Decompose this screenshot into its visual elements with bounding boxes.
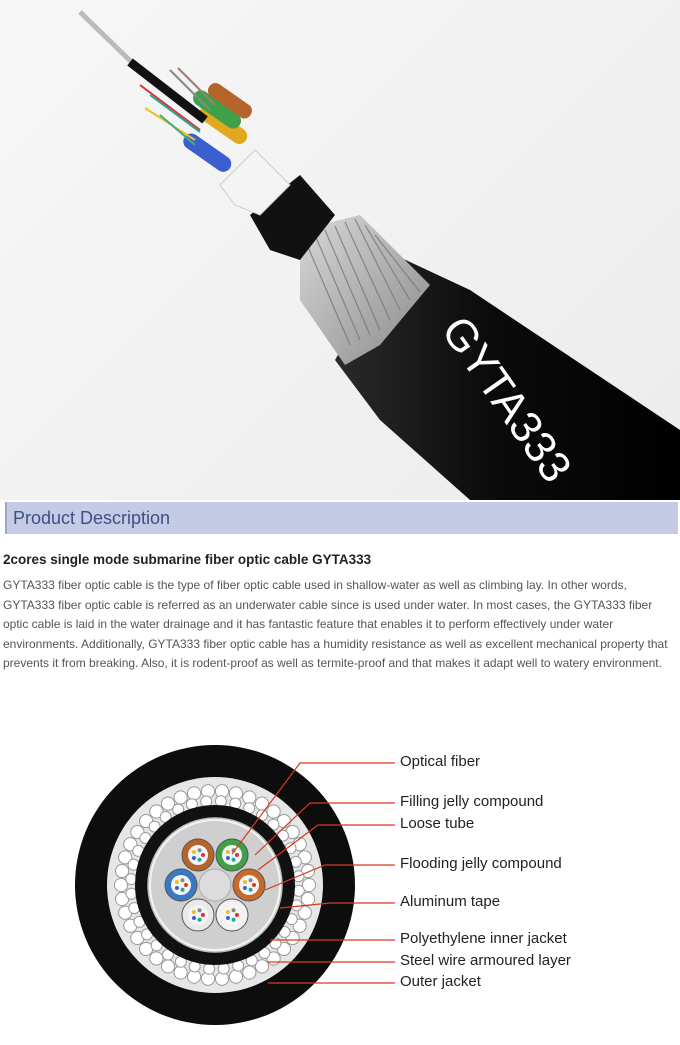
label-loose-tube: Loose tube	[400, 815, 475, 832]
loose-tube	[216, 839, 248, 871]
armour-wire	[243, 791, 256, 804]
product-title: 2cores single mode submarine fiber optic cable GYTA333	[3, 552, 372, 567]
cable-cross-section-diagram	[0, 730, 680, 1045]
product-description-header	[5, 502, 678, 534]
central-strength-member	[80, 12, 205, 120]
loose-tube	[182, 839, 214, 871]
armour-wire	[229, 970, 242, 983]
armour-wire	[243, 966, 256, 979]
armour-wire	[267, 805, 280, 818]
armour-wire	[161, 960, 174, 973]
armour-wire	[174, 791, 187, 804]
central-member	[199, 869, 231, 901]
label-flooding-jelly: Flooding jelly compound	[400, 855, 562, 872]
cross-section-svg	[0, 730, 680, 1045]
label-optical-fiber: Optical fiber	[400, 753, 481, 770]
product-description: GYTA333 fiber optic cable is the type of fiber optic cable used in shallow-water as well as climbing lay. In other words, GYTA333 fiber optic cable is referred as an underwater cable since is used under water. In most cases, the GYTA333 fiber optic cable is laid in the water drainage and it has fantastic feature that enables it to perform effectively under water environments. Additionally, GYTA333 fiber optic cable has a humidity resistance as well as excellent mechanical property that prevents it from breaking. Also, it is rodent-proof as well as termite-proof and that makes it adapt well to watery environment.	[3, 578, 668, 670]
loose-tube	[182, 899, 214, 931]
label-filling-jelly: Filling jelly compound	[400, 793, 544, 810]
label-outer-jacket: Outer jacket	[400, 973, 481, 990]
label-aluminum-tape: Aluminum tape	[400, 893, 501, 910]
label-pe-inner-jacket: Polyethylene inner jacket	[400, 930, 567, 947]
label-steel-wire-armour: Steel wire armoured layer	[400, 952, 571, 969]
section-heading: Product Description	[13, 508, 171, 528]
loose-tube	[165, 869, 197, 901]
product-hero-image	[0, 0, 680, 500]
cable-illustration	[0, 0, 680, 500]
armour-wire	[174, 966, 187, 979]
loose-tube	[233, 869, 265, 901]
armour-wire	[277, 814, 290, 827]
armour-wire	[150, 952, 163, 965]
armour-wire	[139, 942, 152, 955]
cable-print-text: GYTA333	[431, 307, 581, 492]
loose-tube	[216, 899, 248, 931]
armour-wire	[187, 787, 200, 800]
